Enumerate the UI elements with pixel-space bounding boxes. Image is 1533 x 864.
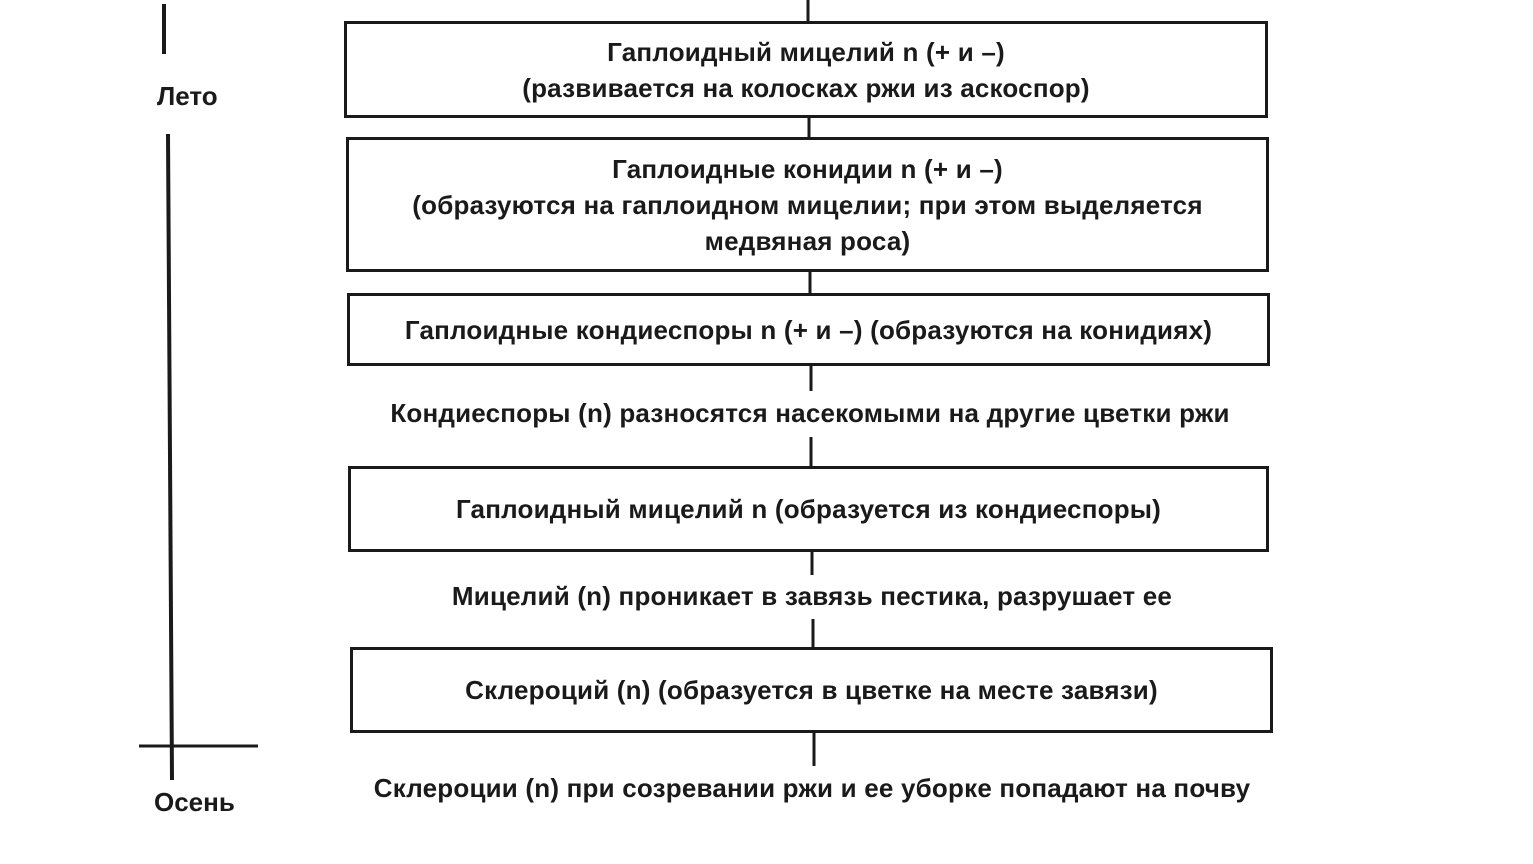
stage-note: (развивается на колосках ржи из аскоспор) — [522, 72, 1090, 103]
stage-title: Гаплоидный мицелий n (+ и –) — [607, 36, 1005, 67]
timeline-main-segment — [168, 134, 172, 780]
season-label-summer: Лето — [157, 81, 218, 111]
stage-haploid-conidiospores — [347, 293, 1270, 366]
stage-title: Гаплоидный мицелий n (образуется из кондиеспоры) — [455, 494, 1162, 524]
stage-sclerotium — [350, 647, 1273, 733]
season-label-autumn: Осень — [154, 787, 235, 817]
stage-haploid-mycelium-ascospores — [344, 21, 1268, 118]
stage-title: Гаплоидные кондиеспоры n (+ и –) (образуются на конидиях) — [404, 314, 1213, 345]
stage-note-continued: медвяная роса) — [704, 225, 911, 256]
stage-haploid-conidia — [346, 137, 1269, 272]
stage-note: (образуются на гаплоидном мицелии; при этом выделяется — [412, 189, 1203, 220]
transition-sclerotia-to-soil: Склероции (n) при созревании ржи и ее уборке попадают на почву — [373, 773, 1251, 803]
transition-insect-dispersal: Кондиеспоры (n) разносятся насекомыми на другие цветки ржи — [390, 398, 1230, 428]
stage-title: Гаплоидные конидии n (+ и –) — [612, 153, 1003, 184]
stage-title: Склероций (n) (образуется в цветке на месте завязи) — [465, 675, 1158, 705]
transition-ovary-penetration: Мицелий (n) проникает в завязь пестика, разрушает ее — [451, 581, 1173, 611]
stage-haploid-mycelium-from-conidiospore — [348, 466, 1269, 552]
